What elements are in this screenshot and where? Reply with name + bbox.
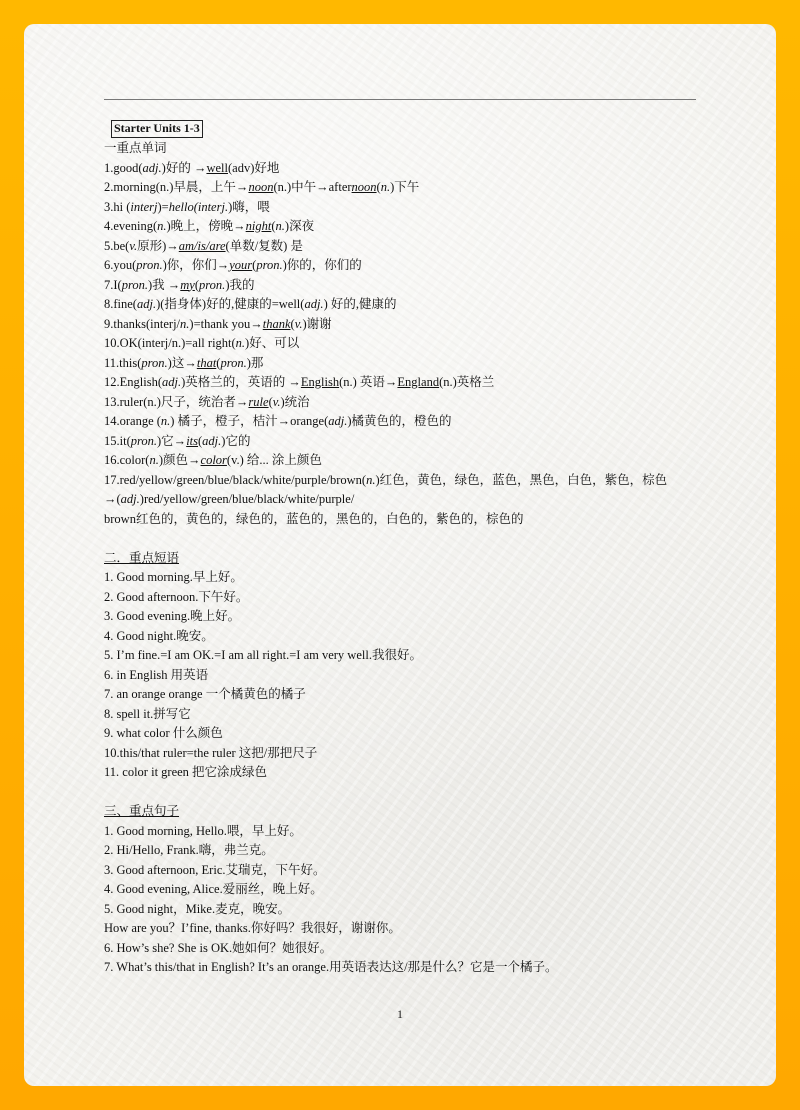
word-item: 13.ruler(n.)尺子，统治者→rule(v.)统治 <box>104 394 310 409</box>
phrase-item: 7. an orange orange 一个橘黄色的橘子 <box>104 687 306 701</box>
word-item: 6.you(pron.)你，你们→your(pron.)你的，你们的 <box>104 258 362 272</box>
word-item: 8.fine(adj.)(指身体)好的,健康的=well(adj.) 好的,健康的 <box>104 297 397 311</box>
word-item: 17.red/yellow/green/blue/black/white/purple/brown(n.)红色，黄色，绿色，蓝色，黑色，白色，紫色，棕色 <box>104 472 668 487</box>
phrase-item: 4. Good night.晚安。 <box>104 628 214 643</box>
sentence-item: 2. Hi/Hello, Frank.嗨，弗兰克。 <box>104 843 274 857</box>
phrase-item: 3. Good evening.晚上好。 <box>104 609 241 623</box>
phrase-item: 2. Good afternoon.下午好。 <box>104 589 249 604</box>
word-item: 4.evening(n.)晚上，傍晚→night(n.)深夜 <box>104 219 315 233</box>
spacer <box>104 529 714 549</box>
phrase-item: 10.this/that ruler=the ruler 这把/那把尺子 <box>104 745 318 760</box>
section-heading-phrases: 二．重点短语 <box>104 550 180 565</box>
word-item: 12.English(adj.)英格兰的，英语的 →English(n.) 英语→England(n.)英格兰 <box>104 375 495 389</box>
sentence-item: 4. Good evening, Alice.爱丽丝，晚上好。 <box>104 882 323 896</box>
word-item: 14.orange (n.) 橘子，橙子，桔汁→orange(adj.)橘黄色的，橙色的 <box>104 414 452 428</box>
spacer <box>104 783 714 803</box>
word-item: 15.it(pron.)它→its(adj.)它的 <box>104 433 251 448</box>
phrase-item: 11. color it green 把它涂成绿色 <box>104 765 268 779</box>
sentence-item: 3. Good afternoon, Eric.艾瑞克，下午好。 <box>104 862 326 877</box>
unit-title-line <box>104 118 714 139</box>
word-item: 16.color(n.)颜色→color(v.) 给... 涂上颜色 <box>104 453 322 467</box>
word-item: 11.this(pron.)这→that(pron.)那 <box>104 355 264 370</box>
unit-title: Starter Units 1-3 <box>111 120 203 138</box>
phrase-item: 9. what color 什么颜色 <box>104 726 223 740</box>
phrase-item: 8. spell it.拼写它 <box>104 706 191 721</box>
word-item: 2.morning(n.)早晨，上午→noon(n.)中午→afternoon(n.)下午 <box>104 180 420 194</box>
word-item: →(adj.)red/yellow/green/blue/black/white/purple/ <box>104 492 355 506</box>
word-item: 9.thanks(interj/n.)=thank you→thank(v.)谢谢 <box>104 316 332 331</box>
section-heading-words: 一重点单词 <box>104 141 167 155</box>
header-rule <box>104 99 696 100</box>
word-item: brown红色的，黄色的，绿色的，蓝色的，黑色的，白色的，紫色的，棕色的 <box>104 511 524 526</box>
phrase-item: 1. Good morning.早上好。 <box>104 570 243 584</box>
document-body <box>104 118 714 978</box>
page-number: 1 <box>397 1007 403 1021</box>
word-item: 7.I(pron.)我 →my(pron.)我的 <box>104 277 255 292</box>
phrase-item: 5. I’m fine.=I am OK.=I am all right.=I am very well.我很好。 <box>104 648 422 662</box>
phrase-item: 6. in English 用英语 <box>104 667 209 682</box>
sentence-item: How are you？I’fine, thanks.你好吗？我很好，谢谢你。 <box>104 921 401 935</box>
sentence-item: 6. How’s she? She is OK.她如何？她很好。 <box>104 940 333 955</box>
section-heading-sentences: 三、重点句子 <box>104 804 180 818</box>
sentence-item: 5. Good night，Mike.麦克，晚安。 <box>104 901 291 916</box>
word-item: 5.be(v.原形)→am/is/are(单数/复数) 是 <box>104 238 303 253</box>
sentence-item: 7. What’s this/that in English? It’s an orange.用英语表达这/那是什么？它是一个橘子。 <box>104 960 558 974</box>
word-item: 10.OK(interj/n.)=all right(n.)好、可以 <box>104 336 300 350</box>
sentence-item: 1. Good morning, Hello.喂，早上好。 <box>104 823 302 838</box>
word-item: 1.good(adj.)好的 →well(adv)好地 <box>104 160 280 175</box>
word-item: 3.hi (interj)=hello(interj.)嗨，喂 <box>104 199 270 214</box>
